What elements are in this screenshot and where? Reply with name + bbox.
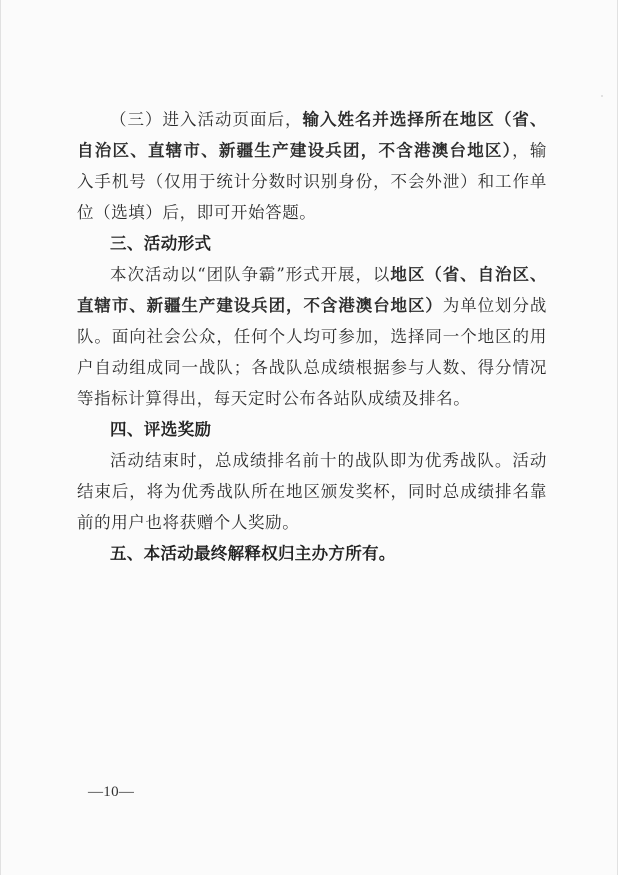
final-statement: 五、本活动最终解释权归主办方所有。	[110, 544, 396, 563]
paragraph-step-intro: （三）进入活动页面后，	[110, 110, 303, 129]
paragraph-participation-step	[77, 104, 547, 228]
document-body	[77, 104, 547, 569]
paragraph-step-rest: ，输入手机号（仅用于统计分数时识别身份，不会外泄）和工作单位（选填）后，即可开始答题。	[77, 141, 548, 222]
section-heading-awards: 四、评选奖励	[110, 420, 212, 439]
margin-dot	[601, 95, 603, 97]
paragraph-format-intro: 本次活动以“团队争霸”形式开展，以	[110, 265, 391, 284]
paragraph-step-emphasis: 输入姓名并选择所在地区（省、自治区、直辖市、新疆生产建设兵团，不含港澳台地区）	[77, 110, 547, 160]
section-heading-format: 三、活动形式	[110, 234, 212, 253]
page-number: —10—	[88, 784, 135, 800]
paragraph-activity-format	[77, 259, 547, 414]
paragraph-awards: 活动结束时，总成绩排名前十的战队即为优秀战队。活动结束后，将为优秀战队所在地区颁发奖杯，同时总成绩排名靠前的用户也将获赠个人奖励。	[77, 451, 547, 532]
paragraph-format-region: 地区（省、自治区、直辖市、新疆生产建设兵团，不含港澳台地区）	[77, 265, 547, 315]
paragraph-format-rest: 为单位划分战队。面向社会公众，任何个人均可参加，选择同一个地区的用户自动组成同一战队；各战队总成绩根据参与人数、得分情况等指标计算得出，每天定时公布各站队成绩及排名。	[77, 296, 547, 408]
